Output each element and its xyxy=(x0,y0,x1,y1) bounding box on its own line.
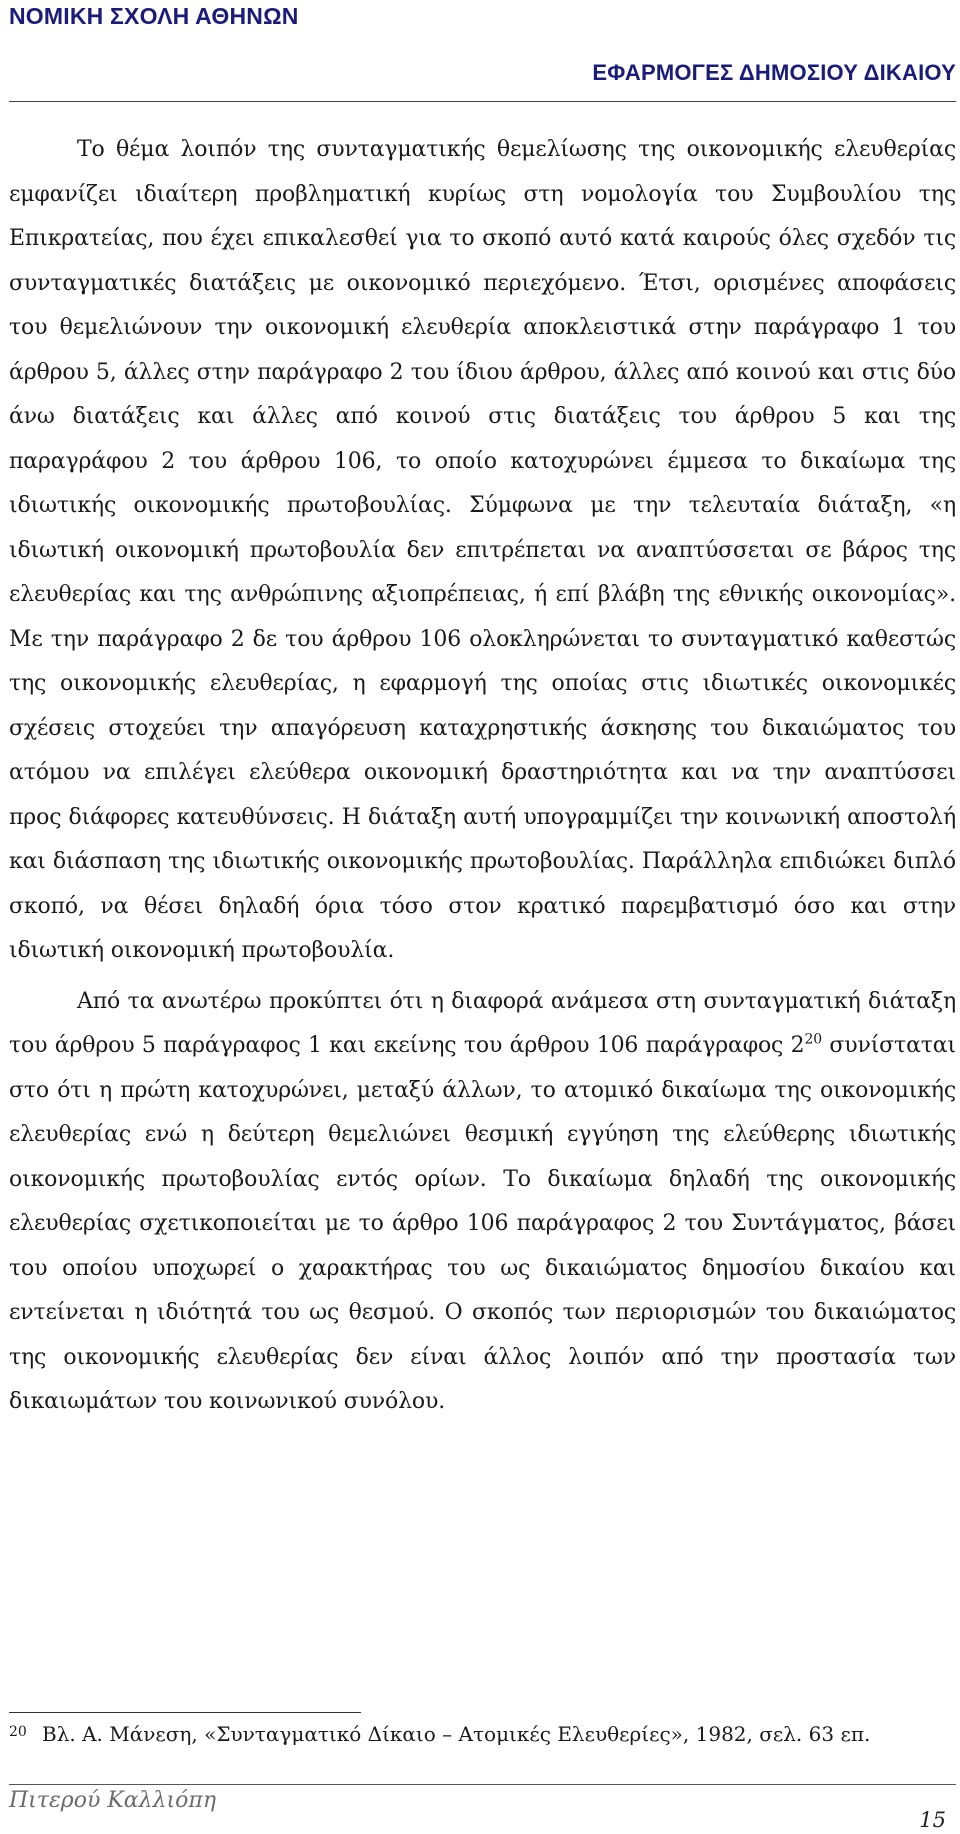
footnote-text: Βλ. Α. Μάνεση, «Συνταγματικό Δίκαιο – Ατομικές Ελευθερίες», 1982, σελ. 63 επ. xyxy=(42,1722,871,1746)
page-number: 15 xyxy=(919,1808,946,1832)
footnote xyxy=(9,1720,956,1749)
footnote-number: 20 xyxy=(9,1724,27,1740)
body-paragraph-2 xyxy=(9,980,956,1425)
paragraph-2-text-before: Από τα ανωτέρω προκύπτει ότι η διαφορά ανάμεσα στη συνταγματική διάταξη του άρθρου 5 παράγραφος 1 και εκείνης του άρθρου 106 παράγραφος 2 xyxy=(9,988,956,1058)
header-course-title: ΕΦΑΡΜΟΓΕΣ ΔΗΜΟΣΙΟΥ ΔΙΚΑΙΟΥ xyxy=(592,60,956,85)
paragraph-2-text-after: συνίσταται στο ότι η πρώτη κατοχυρώνει, μεταξύ άλλων, το ατομικό δικαίωμα της οικονομικής ελευθερίας ενώ η δεύτερη θεμελιώνει θεσμική εγγύηση της ελεύθερης ιδιωτικής οικονομικής πρωτοβουλίας εντός ορίων. Το δικαίωμα δηλαδή της οικονομικής ελευθερίας σχετικοποιείται με το άρθρο 106 παράγραφος 2 του Συντάγματος, βάσει του οποίου υποχωρεί ο χαρακτήρας του ως δικαιώματος δημοσίου δικαίου και εντείνεται η ιδιότητά του ως θεσμού. Ο σκοπός των περιορισμών του δικαιώματος της οικονομικής ελευθερίας δεν είναι άλλος λοιπόν από την προστασία των δικαιωμάτων του κοινωνικού συνόλου. xyxy=(9,1033,956,1414)
footer-divider xyxy=(9,1784,956,1785)
header-school-name: ΝΟΜΙΚΗ ΣΧΟΛΗ ΑΘΗΝΩΝ xyxy=(9,3,299,29)
footer-author: Πιτερού Καλλιόπη xyxy=(9,1788,217,1813)
header-divider xyxy=(9,101,956,102)
footnote-divider xyxy=(9,1712,361,1713)
footnote-reference[interactable]: 20 xyxy=(804,1031,822,1048)
body-paragraph-1: Το θέμα λοιπόν της συνταγματικής θεμελίωσης της οικονομικής ελευθερίας εμφανίζει ιδιαίτερη προβληματική κυρίως στη νομολογία του Συμβουλίου της Επικρατείας, που έχει επικαλεσθεί για το σκοπό αυτό κατά καιρούς όλες σχεδόν τις συνταγματικές διατάξεις με οικονομικό περιεχόμενο. Έτσι, ορισμένες αποφάσεις του θεμελιώνουν την οικονομική ελευθερία αποκλειστικά στην παράγραφο 1 του άρθρου 5, άλλες στην παράγραφο 2 του ίδιου άρθρου, άλλες από κοινού και στις δύο άνω διατάξεις και άλλες από κοινού στις διατάξεις του άρθρου 5 και της παραγράφου 2 του άρθρου 106, το οποίο κατοχυρώνει έμμεσα το δικαίωμα της ιδιωτικής οικονομικής πρωτοβουλίας. Σύμφωνα με την τελευταία διάταξη, «η ιδιωτική οικονομική πρωτοβουλία δεν επιτρέπεται να αναπτύσσεται σε βάρος της ελευθερίας και της ανθρώπινης αξιοπρέπειας, ή επί βλάβη της εθνικής οικονομίας». Με την παράγραφο 2 δε του άρθρου 106 ολοκληρώνεται το συνταγματικό καθεστώς της οικονομικής ελευθερίας, η εφαρμογή της οποίας στις ιδιωτικές οικονομικές σχέσεις στοχεύει την απαγόρευση καταχρηστικής άσκησης του δικαιώματος του ατόμου να επιλέγει ελεύθερα οικονομική δραστηριότητα και να την αναπτύσσει προς διάφορες κατευθύνσεις. Η διάταξη αυτή υπογραμμίζει την κοινωνική αποστολή και διάσπαση της ιδιωτικής οικονομικής πρωτοβουλίας. Παράλληλα επιδιώκει διπλό σκοπό, να θέσει δηλαδή όρια τόσο στον κρατικό παρεμβατισμό όσο και στην ιδιωτική οικονομική πρωτοβουλία. xyxy=(9,137,956,963)
document-body xyxy=(9,128,956,1431)
